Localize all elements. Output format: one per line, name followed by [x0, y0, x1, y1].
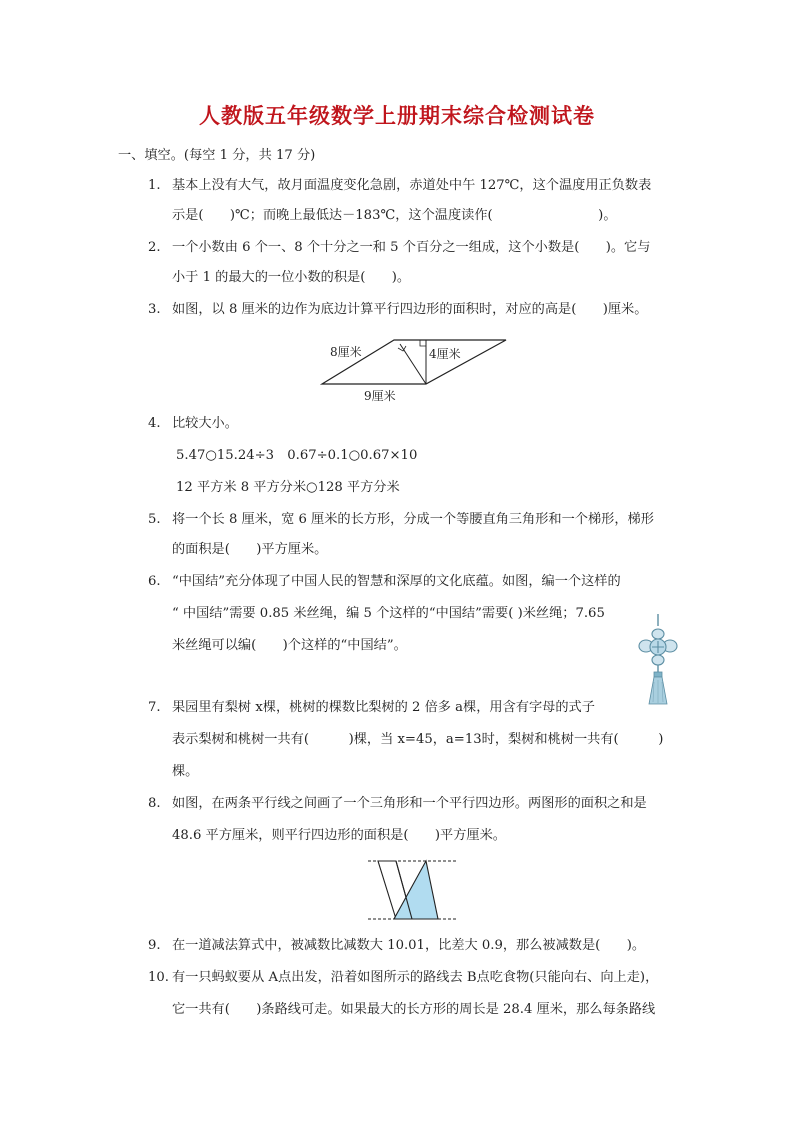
question-5-line-2: 的面积是( )平方厘米。 — [172, 542, 328, 557]
question-text: 基本上没有大气，故月面温度变化急剧，赤道处中午 127℃，这个温度用正负数表 — [172, 178, 652, 193]
question-text: 果园里有梨树 x棵，桃树的棵数比梨树的 2 倍多 a棵，用含有字母的式子 — [172, 700, 595, 715]
question-text: 在一道减法算式中，被减数比减数大 10.01，比差大 0.9，那么被减数是( )。 — [172, 938, 646, 953]
question-number: 6. — [148, 574, 161, 589]
question-3 — [148, 300, 647, 320]
question-text: 如图，在两条平行线之间画了一个三角形和一个平行四边形。两图形的面积之和是 — [172, 796, 647, 811]
tassel-cap — [654, 672, 662, 677]
question-8-line-2: 48.6 平方厘米，则平行四边形的面积是( )平方厘米。 — [172, 828, 506, 843]
question-text: 将一个长 8 厘米，宽 6 厘米的长方形，分成一个等腰直角三角形和一个梯形，梯形 — [172, 512, 654, 527]
question-number: 3. — [148, 302, 161, 317]
question-text: “中国结”充分体现了中国人民的智慧和深厚的文化底蕴。如图，编一个这样的 — [172, 574, 621, 589]
question-text: 有一只蚂蚁要从 A点出发，沿着如图所示的路线去 B点吃食物(只能向右、向上走)， — [172, 970, 659, 985]
question-4-line-3: 12 平方米 8 平方分米○128 平方分米 — [176, 480, 400, 495]
question-4 — [148, 414, 238, 434]
parallel-lines-figure — [368, 856, 458, 924]
question-1 — [148, 176, 651, 196]
right-angle-mark — [420, 340, 426, 346]
label-4cm: 4厘米 — [429, 347, 461, 361]
question-2 — [148, 238, 650, 258]
question-7-line-2: 表示梨树和桃树一共有( )棵，当 x=45，a=13时，梨树和桃树一共有( ) — [172, 732, 664, 747]
question-number: 1. — [148, 178, 161, 193]
question-9 — [148, 936, 645, 956]
parallelogram-figure — [318, 334, 514, 404]
triangle-shape — [394, 861, 438, 919]
knot-loops — [639, 629, 677, 665]
question-number: 5. — [148, 512, 161, 527]
label-9cm: 9厘米 — [364, 389, 396, 403]
question-2-line-2: 小于 1 的最大的一位小数的积是( )。 — [172, 270, 411, 285]
question-number: 7. — [148, 700, 161, 715]
question-number: 2. — [148, 240, 161, 255]
page-title: 人教版五年级数学上册期末综合检测试卷 — [199, 104, 595, 128]
question-text: 如图，以 8 厘米的边作为底边计算平行四边形的面积时，对应的高是( )厘米。 — [172, 302, 648, 317]
question-6-line-3: 米丝绳可以编( )个这样的“中国结”。 — [172, 638, 407, 653]
question-10-line-2: 它一共有( )条路线可走。如果最大的长方形的周长是 28.4 厘米，那么每条路线 — [172, 1002, 656, 1017]
question-text: 比较大小。 — [172, 416, 238, 431]
question-6-line-2: “ 中国结”需要 0.85 米丝绳，编 5 个这样的“中国结”需要( )米丝绳；7.65 — [172, 606, 605, 621]
question-number: 8. — [148, 796, 161, 811]
question-1-line-2: 示是( )℃；而晚上最低达－183℃，这个温度读作( )。 — [172, 208, 617, 223]
question-7-line-3: 棵。 — [172, 764, 199, 779]
question-4-line-2: 5.47○15.24÷3 0.67÷0.1○0.67×10 — [176, 448, 418, 463]
question-number: 10. — [148, 970, 169, 985]
question-8 — [148, 794, 647, 814]
question-7 — [148, 698, 595, 718]
question-number: 9. — [148, 938, 161, 953]
question-6 — [148, 572, 621, 592]
question-10 — [148, 968, 658, 988]
section-heading: 一、填空。(每空 1 分，共 17 分) — [118, 148, 316, 163]
chinese-knot-icon — [632, 612, 684, 708]
question-text: 一个小数由 6 个一、8 个十分之一和 5 个百分之一组成，这个小数是( )。它与 — [172, 240, 651, 255]
label-8cm: 8厘米 — [330, 345, 362, 359]
question-5 — [148, 510, 654, 530]
question-number: 4. — [148, 416, 161, 431]
